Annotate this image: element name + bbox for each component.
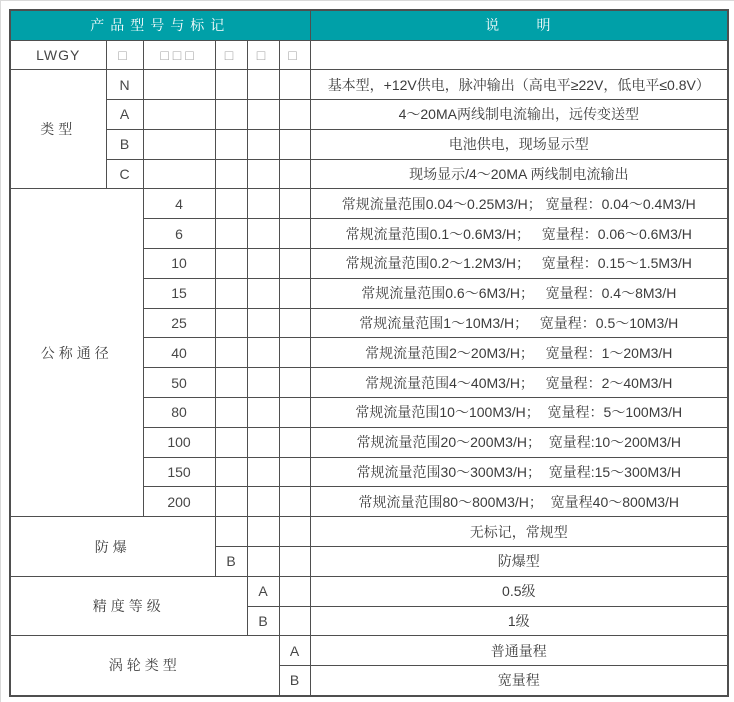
model-code-row	[10, 40, 728, 70]
explosion-desc: 无标记，常规型	[310, 517, 728, 547]
type-section-label: 类型	[10, 70, 106, 189]
diameter-size: 4	[143, 189, 215, 219]
turbine-code: B	[279, 666, 310, 696]
type-code: A	[106, 100, 143, 130]
diameter-size: 40	[143, 338, 215, 368]
diameter-size: 80	[143, 398, 215, 428]
diameter-size: 6	[143, 219, 215, 249]
explosion-section-label: 防爆	[10, 517, 215, 577]
accuracy-desc: 1级	[310, 606, 728, 636]
diameter-desc: 常规流量范围80～800M3/H； 宽量程40～800M3/H	[310, 487, 728, 517]
diameter-size: 150	[143, 457, 215, 487]
type-desc: 现场显示/4～20MA 两线制电流输出	[310, 159, 728, 189]
diameter-desc: 常规流量范围0.2～1.2M3/H； 宽量程：0.15～1.5M3/H	[310, 249, 728, 279]
type-row	[10, 70, 728, 100]
diameter-size: 50	[143, 368, 215, 398]
diameter-desc: 常规流量范围30～300M3/H； 宽量程:15～300M3/H	[310, 457, 728, 487]
diameter-size: 15	[143, 278, 215, 308]
accuracy-desc: 0.5级	[310, 576, 728, 606]
type-box-icon: □	[106, 40, 143, 70]
type-code: B	[106, 129, 143, 159]
explosion-row	[10, 517, 728, 547]
diameter-desc: 常规流量范围4～40M3/H； 宽量程：2～40M3/H	[310, 368, 728, 398]
diameter-size: 25	[143, 308, 215, 338]
explosion-code	[215, 517, 247, 547]
diameter-desc: 常规流量范围0.04～0.25M3/H； 宽量程：0.04～0.4M3/H	[310, 189, 728, 219]
turbine-section-label: 涡轮类型	[10, 636, 279, 696]
turbine-desc: 普通量程	[310, 636, 728, 666]
model-row-desc-empty	[310, 40, 728, 70]
diameter-size: 200	[143, 487, 215, 517]
turbine-row	[10, 636, 728, 666]
accuracy-code: B	[247, 606, 279, 636]
turbine-code: A	[279, 636, 310, 666]
diameter-size: 100	[143, 427, 215, 457]
type-desc: 基本型，+12V供电，脉冲输出（高电平≥22V，低电平≤0.8V）	[310, 70, 728, 100]
accuracy-section-label: 精度等级	[10, 576, 247, 636]
diameter-desc: 常规流量范围10～100M3/H； 宽量程：5～100M3/H	[310, 398, 728, 428]
model-name: LWGY	[10, 40, 106, 70]
accuracy-row	[10, 576, 728, 606]
type-code: C	[106, 159, 143, 189]
explosion-box-icon: □	[215, 40, 247, 70]
diameter-row	[10, 189, 728, 219]
type-desc: 4～20MA两线制电流输出，远传变送型	[310, 100, 728, 130]
product-model-spec-table	[9, 9, 729, 697]
explosion-code: B	[215, 547, 247, 577]
accuracy-box-icon: □	[247, 40, 279, 70]
diameter-section-label: 公称通径	[10, 189, 143, 517]
type-desc: 电池供电，现场显示型	[310, 129, 728, 159]
accuracy-code: A	[247, 576, 279, 606]
type-row	[10, 159, 728, 189]
diameter-desc: 常规流量范围2～20M3/H； 宽量程：1～20M3/H	[310, 338, 728, 368]
diameter-desc: 常规流量范围1～10M3/H； 宽量程：0.5～10M3/H	[310, 308, 728, 338]
turbine-box-icon: □	[279, 40, 310, 70]
diameter-size: 10	[143, 249, 215, 279]
turbine-desc: 宽量程	[310, 666, 728, 696]
diameter-desc: 常规流量范围0.6～6M3/H； 宽量程：0.4～8M3/H	[310, 278, 728, 308]
diameter-desc: 常规流量范围0.1～0.6M3/H； 宽量程：0.06～0.6M3/H	[310, 219, 728, 249]
diameter-box-icon: □□□	[143, 40, 215, 70]
type-code: N	[106, 70, 143, 100]
explosion-desc: 防爆型	[310, 547, 728, 577]
diameter-desc: 常规流量范围20～200M3/H； 宽量程:10～200M3/H	[310, 427, 728, 457]
type-row	[10, 100, 728, 130]
header-description-col: 说 明	[310, 10, 728, 40]
type-row	[10, 129, 728, 159]
header-model-col: 产品型号与标记	[10, 10, 310, 40]
table-header-row	[10, 10, 728, 40]
